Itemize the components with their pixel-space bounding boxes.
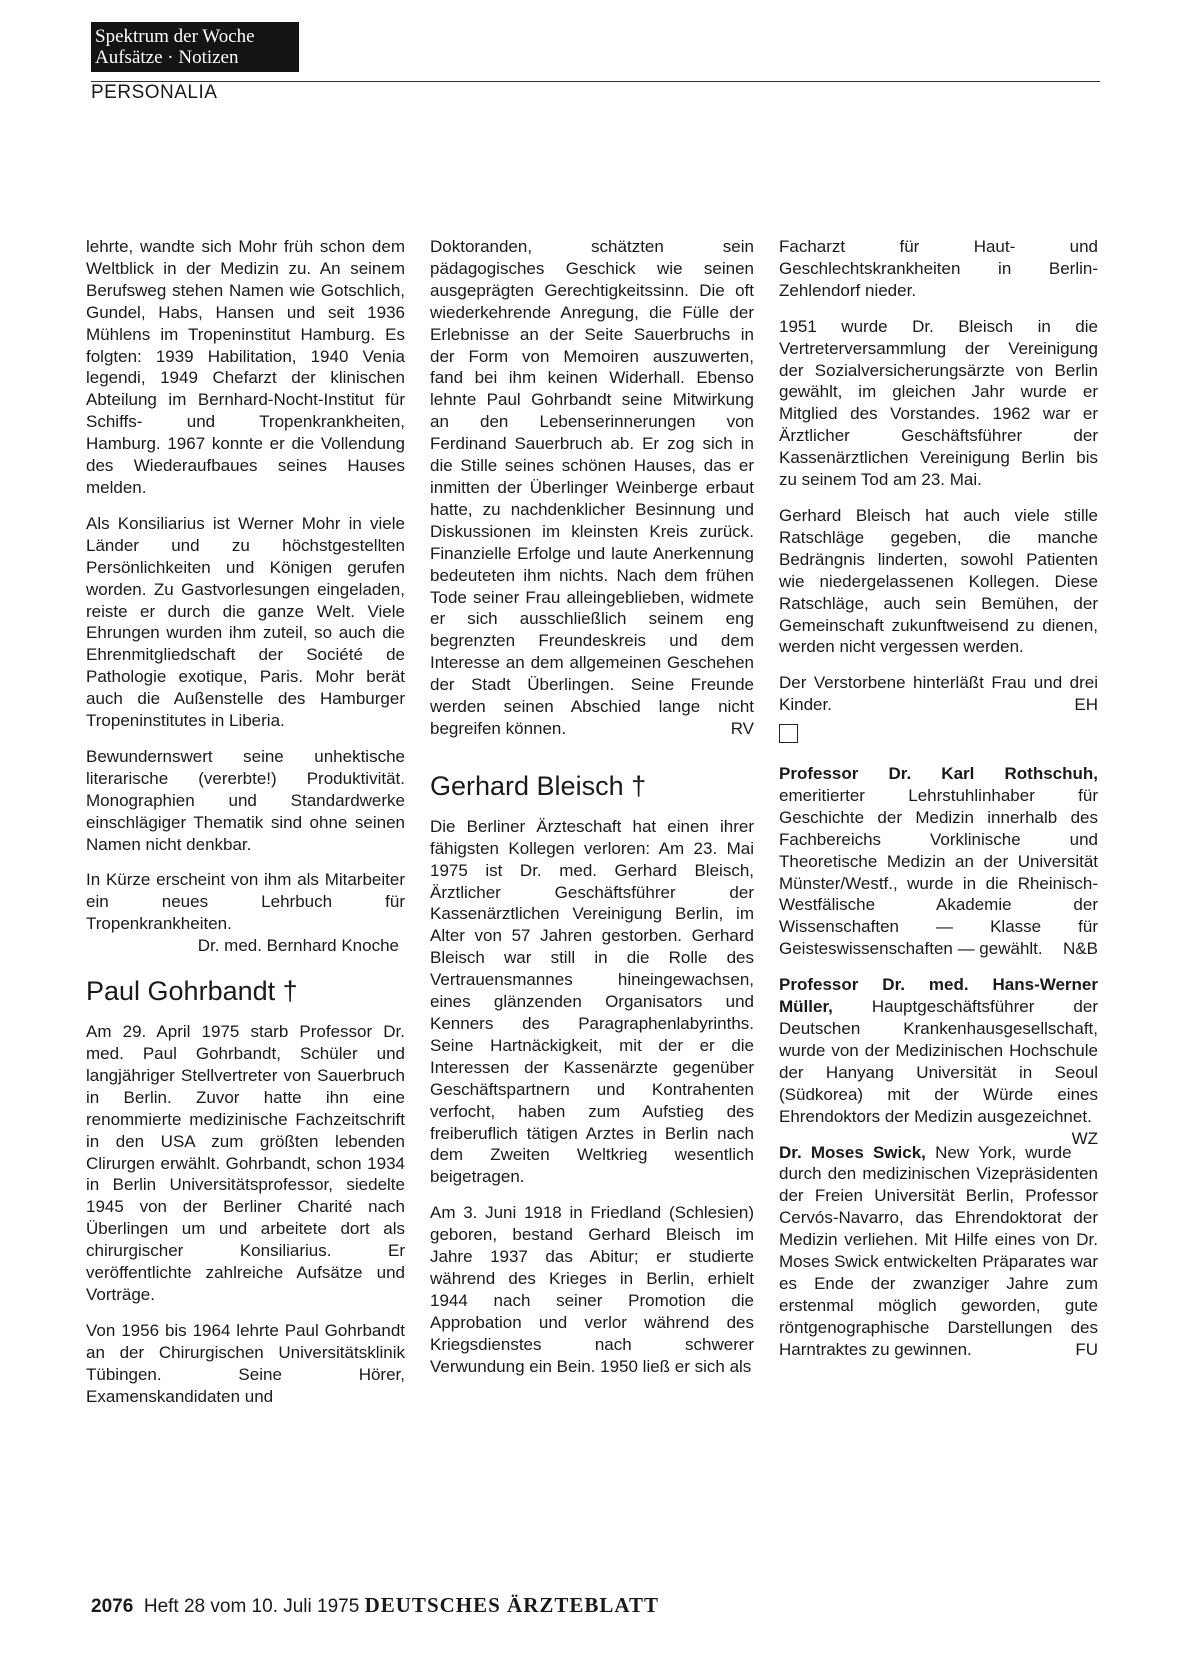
author-initials: N&B	[1063, 939, 1098, 959]
column-3	[779, 236, 1098, 1375]
paragraph-text: Der Verstorbene hinterläßt Frau und drei Kinder.	[779, 673, 1098, 715]
paragraph: Am 29. April 1975 starb Professor Dr. med. Paul Gohrbandt, Schüler und langjähriger Stellvertreter von Sauerbruch in Berlin. Zuvor hatte ihn eine renommierte medizinische Fachzeitschrift in den USA zum größten lebenden Clirurgen erwählt. Gohrbandt, schon 1934 in Berlin Universitätsprofessor, siedelte 1945 von der Berliner Charité nach Überlingen um und arbeitete dort als chirurgischer Konsiliarius. Er veröffentlichte zahlreiche Aufsätze und Vorträge.	[86, 1022, 405, 1304]
end-mark	[779, 716, 1098, 763]
paragraph: Facharzt für Haut- und Geschlechtskrankheiten in Berlin-Zehlendorf nieder.	[779, 237, 1098, 300]
issue-info: Heft 28 vom 10. Juli 1975	[143, 1596, 360, 1617]
author-initials: FU	[1075, 1339, 1098, 1359]
news-text: Hauptgeschäftsführer der Deutschen Krankenhausgesellschaft, wurde von der Medizinischen Hochschule der Hanyang Universität in Seoul (Südkorea) mit der Würde eines Ehrendoktors der Medizin ausgezeichnet.	[779, 997, 1098, 1126]
magazine-title: DEUTSCHES ÄRZTEBLATT	[364, 1593, 660, 1617]
news-text: emeritierter Lehrstuhlinhaber für Geschichte der Medizin innerhalb des Fachbereichs Vorklinische und Theoretische Medizin an der Universität Münster/Westf., wurde in die Rheinisch-Westfälische Akademie der Wissenschaften — Klasse für Geisteswissenschaften — gewählt.	[779, 785, 1098, 959]
author-initials: RV	[730, 718, 754, 738]
paragraph: Die Berliner Ärzteschaft hat einen ihrer fähigsten Kollegen verloren: Am 23. Mai 1975 ist Dr. med. Gerhard Bleisch, Ärztlicher Geschäftsführer der Kassenärztlichen Vereinigung Berlin, im Alter von 57 Jahren gestorben. Gerhard Bleisch war still in die Rolle des Vertrauensmannes hineingewachsen, eines glänzenden Organisators und Kenners des Paragraphenlabyrinths. Seine Hartnäckigkeit, mit der er die Interessen der Kassenärzte gegenüber Geschäftspartnern und Kontrahenten verfocht, haben zum Aufstieg des freiberuflich tätigen Arztes in Berlin nach dem Zweiten Weltkrieg wesentlich beigetragen.	[430, 816, 754, 1187]
column-1	[86, 236, 405, 1422]
person-name: Professor Dr. med. Hans-Werner Müller,	[779, 975, 1098, 1017]
person-name: Dr. Moses Swick,	[779, 1142, 926, 1162]
paragraph: 1951 wurde Dr. Bleisch in die Vertreterversammlung der Vereinigung der Sozialversicherungsärzte von Berlin gewählt, im gleichen Jahr wurde er Mitglied des Vorstandes. 1962 war er Ärztlicher Geschäftsführer der Kassenärztlichen Vereinigung Berlin bis zu seinem Tod am 23. Mai.	[779, 316, 1098, 490]
author-initials: EH	[1074, 695, 1098, 715]
badge-line-1: Spektrum der Woche	[95, 26, 255, 47]
author-initials: WZ	[1071, 1128, 1098, 1148]
news-item	[779, 974, 1098, 1148]
paragraph-text: Doktoranden, schätzten sein pädagogisches Geschick wie seinen ausgeprägten Gerechtigkeitssinn. Die oft wiederkehrende Anregung, die Fülle der Erlebnisse an der Seite Sauerbruchs in der Form von Memoiren auszuwerten, fand bei ihm keinen Widerhall. Ebenso lehnte Paul Gohrbandt seine Mitwirkung an den Lebenserinnerungen von Ferdinand Sauerbruch ab. Er zog sich in die Stille seines schönen Hauses, das er inmitten der Überlinger Weinberge erbaut hatte, zu nachdenklicher Besinnung und Diskussionen im kleinsten Kreis zurück. Finanzielle Erfolge und laute Anerkennung bedeuteten ihm nichts. Nach dem frühen Tode seiner Frau alleingeblieben, widmete er sich ausschließlich seinem eng begrenzten Freundeskreis und dem Interesse an dem allgemeinen Geschehen der Stadt Überlingen. Seine Freunde werden seinen Abschied lange nicht begreifen können.	[430, 237, 754, 738]
column-2	[430, 236, 754, 1392]
paragraph: Gerhard Bleisch hat auch viele stille Ratschläge gegeben, die manche Bedrängnis linderten, sowohl Patienten wie niedergelassenen Kollegen. Diese Ratschläge, auch sein Bemühen, der Gemeinschaft zukunftweisend zu dienen, werden nicht vergessen werden.	[779, 505, 1098, 657]
page-footer	[91, 1593, 659, 1618]
paragraph	[430, 236, 754, 740]
section-title: PERSONALIA	[91, 82, 218, 103]
article-heading: Gerhard Bleisch †	[430, 770, 647, 801]
article-heading: Paul Gohrbandt †	[86, 976, 298, 1007]
paragraph: In Kürze erscheint von ihm als Mitarbeiter ein neues Lehrbuch für Tropenkrankheiten.	[86, 870, 405, 934]
end-box-icon	[779, 724, 798, 743]
person-name: Professor Dr. Karl Rothschuh,	[779, 764, 1098, 784]
paragraph: lehrte, wandte sich Mohr früh schon dem Weltblick in der Medizin zu. An seinem Berufsweg stehen Namen wie Gotschlich, Gundel, Habs, Hansen und seit 1936 Mühlens im Tropeninstitut Hamburg. Es folgten: 1939 Habilitation, 1940 Venia legendi, 1949 Chefarzt der klinischen Abteilung im Bernhard-Nocht-Institut für Schiffs- und Tropenkrankheiten, Hamburg. 1967 konnte er die Vollendung des Wiederaufbaues seines Hauses melden.	[86, 237, 405, 497]
section-badge	[91, 22, 299, 72]
paragraph: Am 3. Juni 1918 in Friedland (Schlesien) geboren, bestand Gerhard Bleisch im Jahre 1937 das Abitur; er studierte während des Krieges in Berlin, erhielt 1944 nach seiner Promotion die Approbation und verlor während des Kriegsdienstes nach schwerer Verwundung ein Bein. 1950 ließ er sich als	[430, 1203, 754, 1376]
paragraph: Als Konsiliarius ist Werner Mohr in viele Länder und zu höchstgestellten Persönlichkeiten und Königen gerufen worden. Zu Gastvorlesungen eingeladen, reiste er durch die ganze Welt. Viele Ehrungen wurden ihm zuteil, so auch die Ehrenmitgliedschaft der Société de Pathologie exotique, Paris. Mohr berät auch die Außenstelle des Hamburger Tropeninstitutes in Liberia.	[86, 513, 405, 731]
news-text: New York, wurde durch den medizinischen Vizepräsidenten der Freien Universität Berlin, Professor Cervós-Navarro, das Ehrendoktorat der Medizin verliehen. Mit Hilfe eines von Dr. Moses Swick entwickelten Präparates war es Ende der zwanziger Jahre zum erstenmal möglich geworden, gute röntgenographische Darstellungen des Harntraktes zu gewinnen.	[779, 1142, 1098, 1359]
badge-line-2: Aufsätze · Notizen	[95, 47, 239, 68]
paragraph: Bewundernswert seine unhektische literarische (vererbte!) Produktivität. Monographien und Standardwerke einschlägiger Thematik sind ohne seinen Namen nicht denkbar.	[86, 746, 405, 854]
news-item	[779, 1142, 1098, 1361]
header-rule	[91, 81, 1100, 82]
paragraph: Von 1956 bis 1964 lehrte Paul Gohrbandt an der Chirurgischen Universitätsklinik Tübingen. Seine Hörer, Examenskandidaten und	[86, 1320, 405, 1406]
news-item	[779, 763, 1098, 960]
page-number: 2076	[91, 1596, 134, 1617]
paragraph	[779, 672, 1098, 716]
author-signature: Dr. med. Bernhard Knoche	[197, 936, 399, 956]
